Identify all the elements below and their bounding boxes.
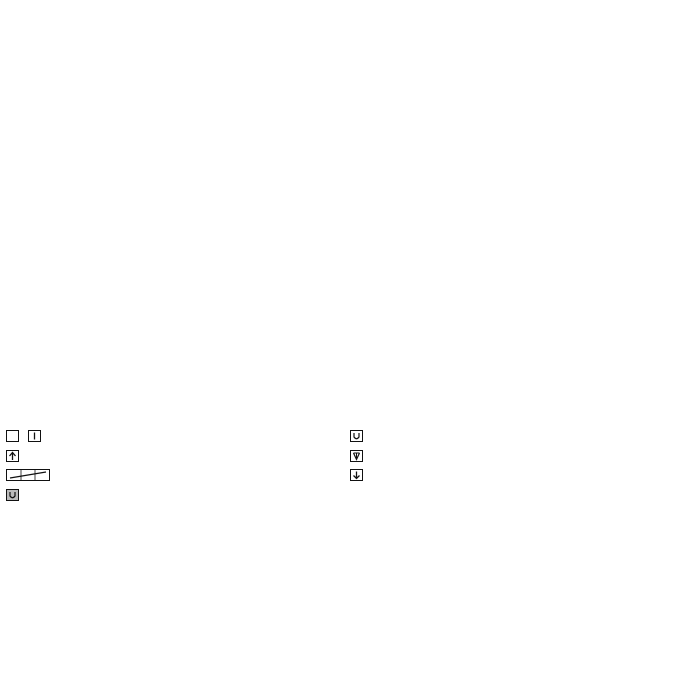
cross3-symbol xyxy=(6,469,50,481)
yo-symbol xyxy=(350,430,363,442)
legend-cross3 xyxy=(6,467,246,484)
legend-yo xyxy=(350,428,600,445)
legend-left xyxy=(6,428,246,506)
legend-k3tog-left xyxy=(6,448,246,465)
legend-right xyxy=(350,428,600,487)
purl-symbol xyxy=(6,430,19,442)
k2tog-symbol xyxy=(350,450,363,462)
ssk-symbol xyxy=(350,469,363,481)
k3tog-left-symbol xyxy=(6,450,19,462)
legend-gray-yo xyxy=(6,487,246,504)
legend-k2tog xyxy=(350,448,600,465)
gray-yo-symbol xyxy=(6,489,19,501)
legend-purl xyxy=(6,428,246,445)
knit-symbol xyxy=(28,430,41,442)
legend-ssk xyxy=(350,467,600,484)
